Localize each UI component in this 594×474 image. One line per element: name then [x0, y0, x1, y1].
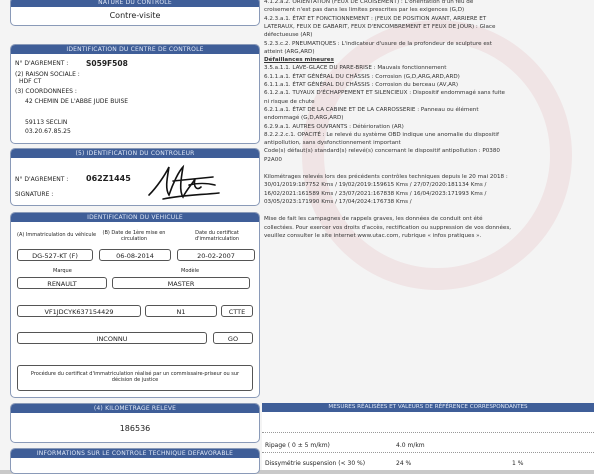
marque-label: Marque	[53, 268, 72, 274]
defect-line: 4.1.2.a.2. ORIENTATION (FEUX DE CROISEMENT) : L'orientation d'un feu de	[264, 0, 474, 5]
defect-line: 30/01/2019:187752 Kms / 19/02/2019:159615 Kms / 27/07/2020:181134 Kms /	[264, 182, 487, 189]
centre-header: IDENTIFICATION DU CENTRE DE CONTROLE	[11, 45, 259, 54]
defect-line: 4.2.3.a.1. ÉTAT ET FONCTIONNEMENT : (FEUX DE POSITION AVANT, ARRIERE ET	[264, 15, 487, 22]
marque-value: RENAULT	[17, 277, 107, 289]
defect-line: antipollution, sans dysfonctionnement important	[264, 140, 401, 147]
defect-line: atteint (ARG,ARD)	[264, 48, 315, 55]
note-text: Procédure du certificat d'immatriculation réalisé par un commissaire-priseur ou sur décision de justice	[30, 371, 240, 383]
defect-line: Code(s) défaut(s) standard(s) relevé(s) concernant le dispositif antipollution : P0380	[264, 148, 500, 155]
go-value: GO	[213, 332, 253, 344]
defect-line: Mise de fait les campagnes de rappels graves, les données de conduit ont été	[264, 216, 483, 223]
note-frame	[17, 365, 253, 391]
defect-line: 6.1.1.a.1. ÉTAT GÉNÉRAL DU CHÂSSIS : Corrosion du berceau (AV,AR)	[264, 82, 459, 88]
measures-header: MESURES RÉALISÉES ET VALEURS DE RÉFÉRENCE CORRESPONDANTES	[262, 403, 594, 412]
defect-line: ni risque de chute	[264, 98, 315, 105]
modele-label: Modèle	[181, 268, 200, 274]
defect-line: P2A00	[264, 156, 282, 163]
controleur-agrement-label: N° D'AGREMENT :	[15, 176, 69, 183]
km-value: 186536	[119, 424, 151, 433]
col-date2-label: Date du certificat d'immatriculation	[194, 230, 240, 242]
modele-value: MASTER	[112, 277, 250, 289]
vin-value: VF1JDCYK637154429	[17, 305, 141, 317]
nature-value: Contre-visite	[109, 11, 161, 20]
signature-image	[143, 161, 223, 203]
suspension-value: 24 %	[396, 460, 412, 467]
defect-line: 6.1.2.a.1. TUYAUX D'ÉCHAPPEMENT ET SILENCIEUX : Dispositif endommagé sans fuite	[264, 90, 505, 97]
info-box	[10, 448, 260, 474]
centre-agrement-label: N° D'AGREMENT :	[15, 60, 69, 67]
centre-phone: 03.20.67.85.25	[25, 128, 71, 135]
vehicule-box	[10, 212, 260, 398]
defect-line: endommagé (G,D,ARG,ARD)	[264, 115, 344, 122]
controleur-header: (5) IDENTIFICATION DU CONTROLEUR	[11, 149, 259, 158]
defect-line: défectueuse (AR)	[264, 32, 313, 39]
measures-area	[262, 412, 594, 470]
energie-value: INCONNU	[17, 332, 207, 344]
vehicule-header: IDENTIFICATION DU VEHICULE	[11, 213, 259, 222]
centre-coord-label: (3) COORDONNEES :	[15, 88, 77, 95]
centre-box	[10, 44, 260, 144]
defect-line: 6.1.1.a.1. ÉTAT GÉNÉRAL DU CHÂSSIS : Corrosion (G,D,ARG,ARD,ARD)	[264, 73, 460, 80]
defect-line: 6.2.9.a.1. AUTRES OUVRANTS : Détérioration (AR)	[264, 123, 404, 130]
defect-line: 6.2.1.a.1. ÉTAT DE LA CABINE ET DE LA CARROSSERIE : Panneau ou élément	[264, 106, 479, 113]
defect-line: 16/02/2021:161589 Kms / 23/07/2021:167838 Kms / 16/04/2023:171993 Kms /	[264, 190, 487, 197]
centre-raison-label: (2) RAISON SOCIALE :	[15, 71, 80, 78]
centre-raison-value: HDF CT	[19, 78, 42, 85]
info-header: INFORMATIONS SUR LE CONTROLE TECHNIQUE DEFAVORABLE	[11, 449, 259, 458]
suspension-label: Dissymétrie suspension (< 30 %)	[265, 460, 366, 467]
defect-line: croisement n'est pas dans les limites prescrites par les exigences (G,D)	[264, 7, 465, 14]
signature-label: SIGNATURE :	[15, 191, 54, 198]
defect-line: collectées. Pour exercer vos droits d'accès, rectification ou suppression de vos données,	[264, 224, 512, 231]
nature-header: NATURE DU CONTROLE	[11, 0, 259, 7]
defect-line: 8.2.2.2.c.1. OPACITÉ : Le relevé du système OBD indique une anomalie du dispositif	[264, 131, 499, 138]
defect-line: veuillez consulter le site internet www.utac.com, rubrique « infos pratiques ».	[264, 232, 482, 239]
date2-value: 20-02-2007	[177, 249, 255, 261]
immat-value: DG-527-KT (F)	[17, 249, 93, 261]
ripage-label: Ripage ( 0 ± 5 m/km)	[265, 442, 330, 449]
ripage-value: 4.0 m/km	[396, 442, 425, 449]
col-immat-label: (A) Immatriculation du véhicule	[17, 232, 97, 238]
genre-value: N1	[145, 305, 217, 317]
left-column	[10, 0, 260, 470]
defect-line: 03/05/2023:171990 Kms / 17/04/2024:176738 Kms /	[264, 198, 412, 205]
controleur-box	[10, 148, 260, 206]
km-box	[10, 403, 260, 443]
defect-line: 3.5.a.1.1. LAVE-GLACE DU PARE-BRISE : Mauvais fonctionnement	[264, 65, 447, 72]
centre-address1: 42 CHEMIN DE L'ABBE JUDE BUISE	[25, 98, 129, 105]
centre-agrement-value: S059F508	[86, 59, 128, 68]
measures-divider	[262, 432, 594, 433]
date1-value: 06-08-2014	[99, 249, 171, 261]
defect-line: LATERAUX, FEUX DE GABARIT, FEUX D'ENCOMBREMENT ET FEUX DE JOUR) : Glace	[264, 23, 496, 30]
suspension-value-2: 1 %	[512, 460, 524, 467]
nature-box	[10, 0, 260, 26]
carrosserie-value: CTTE	[221, 305, 253, 317]
measures-divider-2	[262, 452, 594, 453]
controleur-agrement-value: 062Z1445	[86, 174, 131, 183]
centre-address2: 59113 SECLIN	[25, 119, 68, 126]
defect-line: Défaillances mineures	[264, 57, 334, 64]
col-date1-label: (B) Date de 1ère mise en circulation	[102, 230, 166, 242]
km-header: (4) KILOMETRAGE RELEVE	[11, 404, 259, 413]
right-column	[262, 0, 594, 470]
defect-line: Kilométrages relevés lors des précédents contrôles techniques depuis le 20 mai 2018 :	[264, 174, 508, 180]
defect-line: 5.2.3.c.2. PNEUMATIQUES : L'indicateur d'usure de la profondeur de sculpture est	[264, 40, 492, 47]
